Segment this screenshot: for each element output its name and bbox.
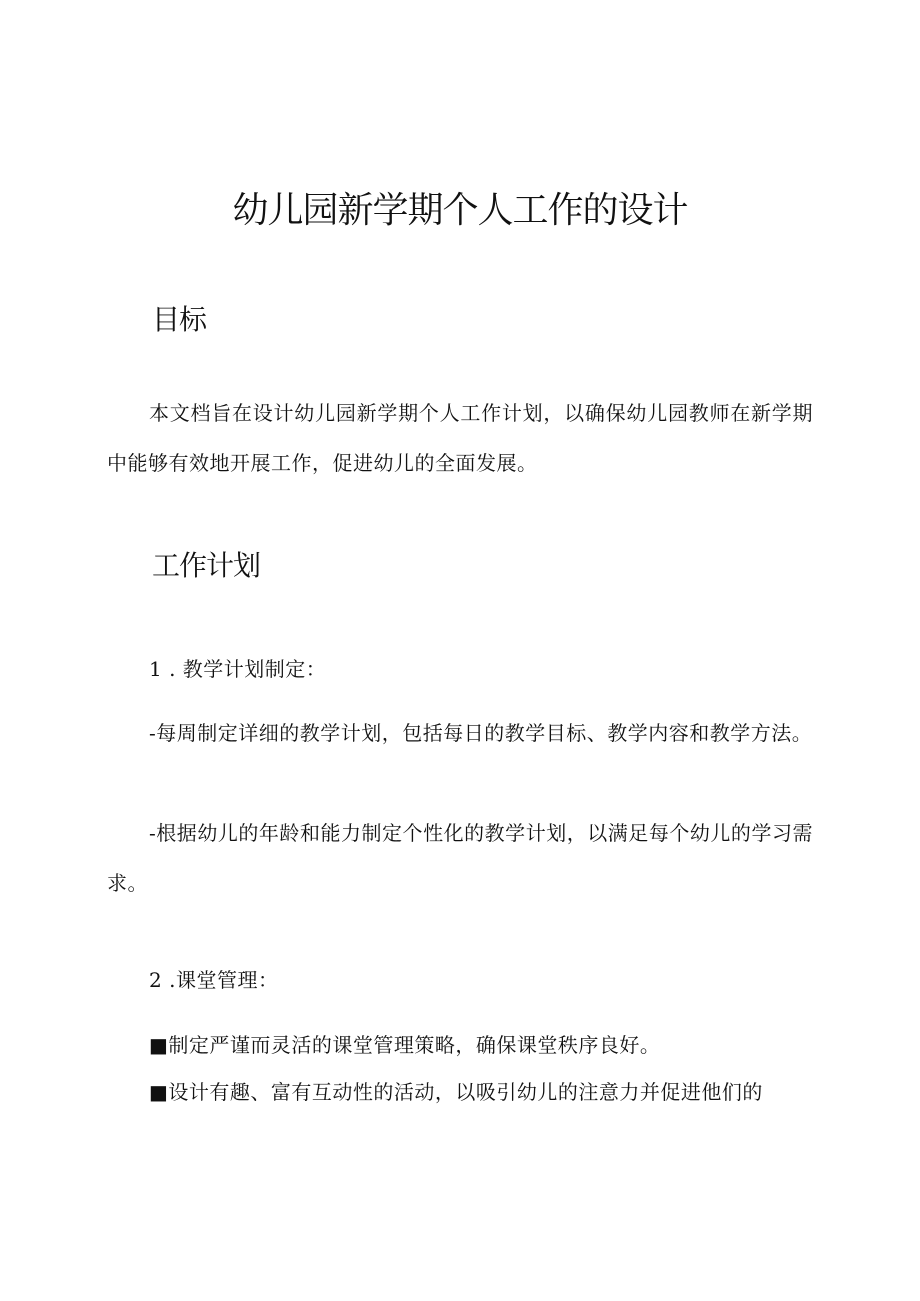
plan-item-2-point-2: ■设计有趣、富有互动性的活动，以吸引幼儿的注意力并促进他们的	[149, 1080, 763, 1104]
plan-item-1-point-1: -每周制定详细的教学计划，包括每日的教学目标、教学内容和教学方法。	[149, 721, 813, 745]
goal-paragraph: 本文档旨在设计幼儿园新学期个人工作计划，以确保幼儿园教师在新学期中能够有效地开展工作，促进幼儿的全面发展。	[107, 401, 813, 475]
plan-item-2-point-1: ■制定严谨而灵活的课堂管理策略，确保课堂秩序良好。	[149, 1033, 661, 1057]
section-heading-goal: 目标	[152, 303, 207, 336]
section-heading-work-plan: 工作计划	[152, 549, 261, 582]
document-title: 幼儿园新学期个人工作的设计	[232, 190, 688, 231]
plan-item-1-label: 1 . 教学计划制定：	[149, 657, 327, 681]
plan-item-1-point-2: -根据幼儿的年龄和能力制定个性化的教学计划，以满足每个幼儿的学习需求。	[107, 821, 813, 895]
plan-item-2-label: 2 .课堂管理：	[149, 968, 279, 992]
